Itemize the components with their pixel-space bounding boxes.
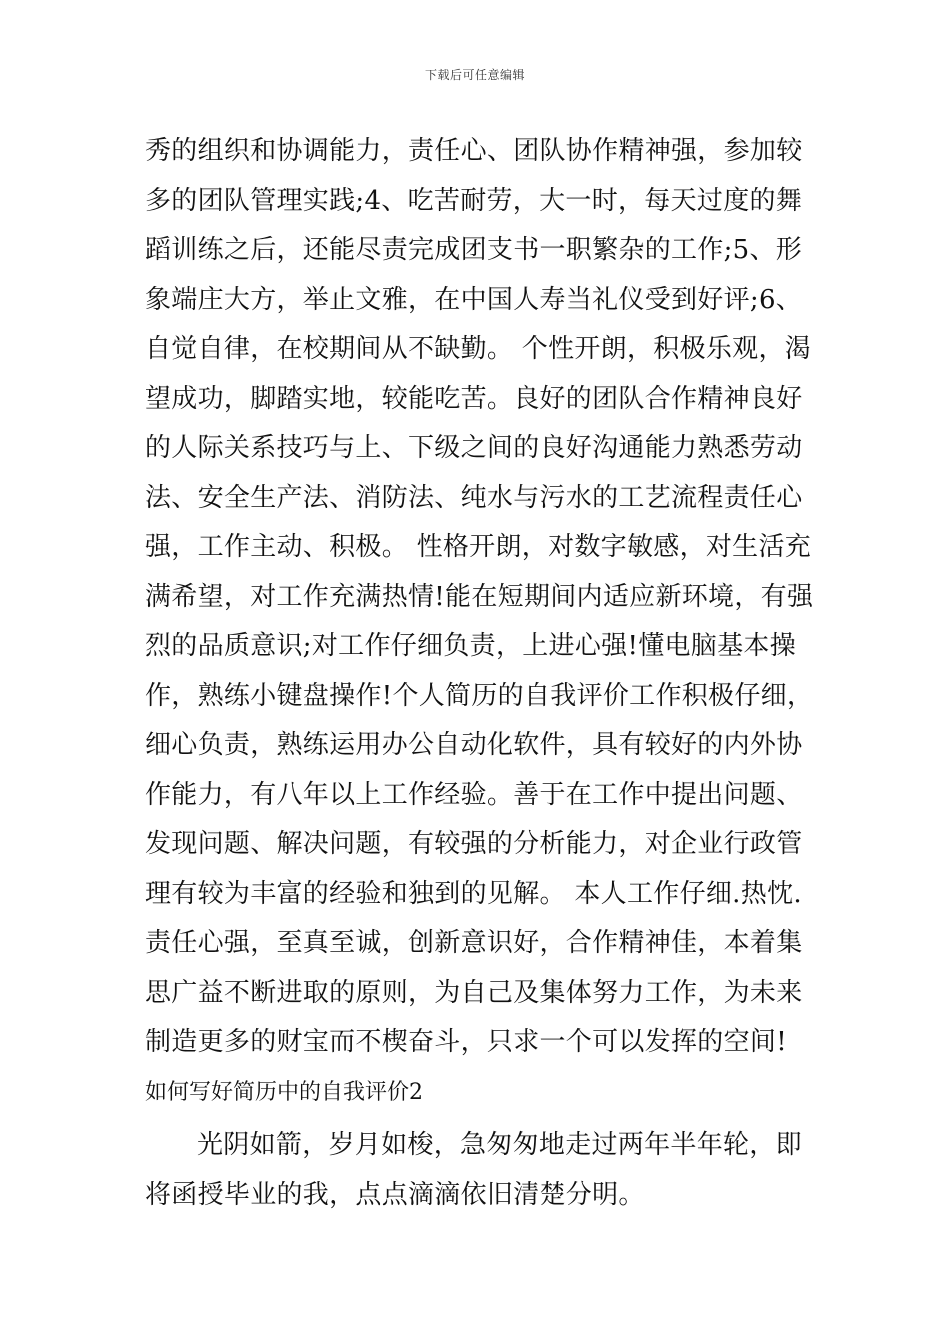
body-line: 多的团队管理实践;4、吃苦耐劳，大一时，每天过度的舞 [145,185,803,216]
body-line: 作能力，有八年以上工作经验。善于在工作中提出问题、 [145,779,803,810]
page-header-note: 下载后可任意编辑 [424,68,525,82]
body-line: 发现问题、解决问题，有较强的分析能力，对企业行政管 [145,829,803,859]
body-line: 自觉自律，在校期间从不缺勤。 个性开朗，积极乐观，渴 [145,334,812,364]
body-line: 作，熟练小键盘操作!个人简历的自我评价工作积极仔细， [145,680,814,711]
body-line: 象端庄大方，举止文雅，在中国人寿当礼仪受到好评;6、 [145,284,803,315]
paragraph-line: 光阴如箭，岁月如梭，急匆匆地走过两年半年轮，即 [197,1130,802,1160]
body-line: 的人际关系技巧与上、下级之间的良好沟通能力熟悉劳动 [145,433,803,463]
body-line: 蹈训练之后，还能尽责完成团支书一职繁杂的工作;5、形 [145,235,803,265]
body-line: 细心负责，熟练运用办公自动化软件，具有较好的内外协 [145,730,803,760]
body-line: 责任心强，至真至诚，创新意识好，合作精神佳，本着集 [145,928,803,958]
body-line: 理有较为丰富的经验和独到的见解。 本人工作仔细.热忱. [145,878,802,909]
paragraph-line: 将函授毕业的我，点点滴滴依旧清楚分明。 [145,1179,645,1210]
body-line: 思广益不断进取的原则，为自己及集体努力工作，为未来 [145,977,803,1008]
body-line: 满希望，对工作充满热情!能在短期间内适应新环境，有强 [145,581,814,612]
body-line: 秀的组织和协调能力，责任心、团队协作精神强，参加较 [145,136,803,166]
document-body [145,127,815,1220]
body-line: 望成功，脚踏实地，较能吃苦。良好的团队合作精神良好 [145,383,803,414]
body-line: 强，工作主动、积极。 性格开朗，对数字敏感，对生活充 [145,532,812,562]
body-line: 烈的品质意识;对工作仔细负责，上进心强!懂电脑基本操 [145,631,797,661]
body-line: 制造更多的财宝而不楔奋斗，只求一个可以发挥的空间! [145,1027,787,1057]
body-line: 法、安全生产法、消防法、纯水与污水的工艺流程责任心 [145,482,803,513]
section-heading: 如何写好简历中的自我评价2 [145,1079,423,1105]
